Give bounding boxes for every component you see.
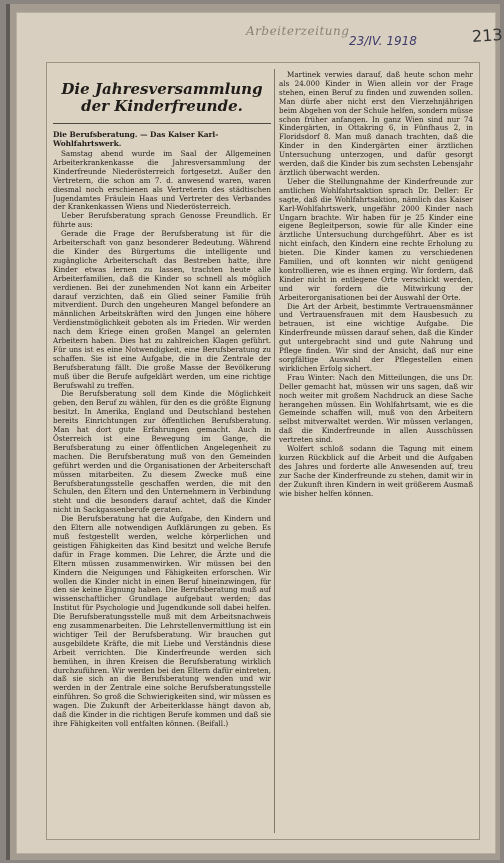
headline-line-2: der Kinderfreunde.	[81, 97, 243, 115]
headline-line-1: Die Jahresversammlung	[61, 80, 263, 98]
handwritten-date: 23/IV. 1918	[349, 34, 417, 48]
headline-rule	[53, 123, 271, 124]
article-subhead: Die Berufsberatung. — Das Kaiser Karl-Wohlfahrtswerk.	[53, 130, 219, 148]
archive-sheet	[16, 12, 504, 854]
paragraph: Wolfert schloß sodann die Tagung mit einem kurzen Rückblick auf die Arbeit und die Aufgaben des Jahres und forderte alle Anwesenden auf, treu zur Sache der Kinderfreunde zu stehen, damit wir in der Zukunft ihren Kindern in weit größerem Ausmaß wie bisher helfen können.	[279, 444, 473, 498]
paragraph: Martinek verwies darauf, daß heute schon mehr als 24.000 Kinder in Wien allein vor der Frage stehen, einen Beruf zu finden und zuwenden sollen. Man dürfe aber nicht erst den Vierzehnjährigen beim Abgehen von der Schule helfen, sondern müsse schon früher anfangen. In ganz Wien sind nur 74 Kindergärten, in Ottakring 6, in Fünfhaus 2, in Floridsdorf 8. Man muß danach trachten, daß die Kinder in den Kindergärten einer ärztlichen Untersuchung unterzogen, und dafür gesorgt werden, daß die Kinder bis zum sechsten Lebensjahr ärztlich überwacht werden.	[279, 71, 473, 177]
paragraph: Samstag abend wurde im Saal der Allgemeinen Arbeiterkrankenkasse die Jahresversammlung der Kinderfreunde Niederösterreich fortgesetzt. Außer den Vertretern, die schon am 7. d. anwesend waren, waren diesmal noch erschienen als Vertreterin des städtischen Jugendamtes Fräulein Haas und Vertreter des Verbandes der Krankenkassen Wiens und Niederösterreich.	[53, 149, 271, 212]
column-divider	[274, 69, 275, 833]
paragraph: Ueber die Stellungnahme der Kinderfreunde zur amtlichen Wohlfahrtsaktion sprach Dr. Deller: Er sagte, daß die Wohlfahrtsaktion, nämlich das Kaiser Karl-Wohlfahrtswerk, ungefähr 2000 Kinder nach Ungarn brachte. Wir haben für je 25 Kinder eine eigene Begleitperson, sowie für alle Kinder eine ärztliche Untersuchung durchgeführt. Aber es ist nicht einfach, den Kindern eine rechte Erholung zu bieten. Die Kinder kamen zu verschiedenen Familien, und oft konnten wir nicht genügend kontrollieren, wie es ihnen erging. Wir fordern, daß Kinder nicht in entlegene Orte verschickt werden, und wir fordern die Mitwirkung der Arbeiterorganisationen bei der Auswahl der Orte.	[279, 176, 473, 302]
paragraph: Ueber Berufsberatung sprach Genosse Freundlich. Er führte aus:	[53, 211, 271, 230]
right-column	[279, 71, 473, 831]
newspaper-clipping	[46, 62, 480, 840]
paragraph: Die Berufsberatung hat die Aufgabe, den Kindern und den Eltern alle notwendigen Aufklärungen zu geben. Es muß festgestellt werden, welche körperlichen und geistigen Fähigkeiten das Kind besitzt und welche Berufe dafür in Frage kommen. Die Lehrer, die Ärzte und die Eltern müssen zusammenwirken. Wir müssen bei den Kindern die Neigungen und Fähigkeiten erforschen. Wir wollen die Kinder nicht in einen Beruf hineinzwingen, für den sie keine Eignung haben. Die Berufsberatung muß auf wissenschaftlicher Grundlage aufgebaut werden; das Institut für Psychologie und Jugendkunde soll dabei helfen. Die Berufsberatungsstelle muß mit dem Arbeitsnachweis eng zusammenarbeiten. Die Lehrstellenvermittlung ist ein wichtiger Teil der Berufsberatung. Wir brauchen gut ausgebildete Kräfte, die mit Liebe und Verständnis diese Arbeit verrichten. Die Kinderfreunde werden sich bemühen, in ihren Kreisen die Berufsberatung wirklich durchzuführen. Wir werden bei den Eltern dafür eintreten, daß sie sich an die Berufsberatung wenden und wir werden in der Zentrale eine solche Berufsberatungsstelle einführen. So groß die Schwierigkeiten sind, wir müssen es wagen. Die Zukunft der Arbeiterklasse hängt davon ab, daß die Kinder in die richtigen Berufe kommen und daß sie ihre Fähigkeiten voll entfalten können. (Beifall.)	[53, 514, 271, 728]
paragraph: Die Art der Arbeit, bestimmte Vertrauensmänner und Vertrauensfrauen mit dem Hausbesuch zu betrauen, ist eine wichtige Aufgabe. Die Kinderfreunde müssen darauf sehen, daß die Kinder gut untergebracht sind und gute Nahrung und Pflege finden. Wir sind der Ansicht, daß nur eine sorgfältige Auswahl der Pflegestellen einen wirklichen Erfolg sichert.	[279, 301, 473, 373]
article-headline	[53, 81, 271, 115]
paragraph: Gerade die Frage der Berufsberatung ist für die Arbeiterschaft von ganz besonderer Bedeutung. Während die Kinder des Bürgertums die intelligente und zugängliche Arbeiterschaft das Bestreben hatte, ihre Kinder etwas lernen zu lassen, trachten heute alle Arbeiterfamilien, daß die Kinder so schnell als möglich verdienen. Bei der zunehmenden Not kann ein Arbeiter darauf verzichten, daß ein Glied seiner Familie früh mitverdient. Durch den ungeheuren Mangel befondere an männlichen Arbeitskräften wird den Jungen eine höhere Verdienstmöglichkeit geboten als im Frieden. Wir werden nach dem Kriege einen großen Mangel an gelernten Arbeitern haben. Dies hat zu zahlreichen Klagen geführt. Für uns ist es eine Notwendigkeit, eine Berufsberatung zu schaffen. Sie ist eine Aufgabe, die in die Zentrale der Berufsberatung fällt. Die große Masse der Bevölkerung muß über die Berufe aufgeklärt werden, um eine richtige Berufswahl zu treffen.	[53, 229, 271, 390]
left-column	[53, 71, 271, 831]
masthead: Arbeiterzeitung	[246, 24, 350, 38]
paragraph: Frau Winter: Nach den Mitteilungen, die uns Dr. Deller gemacht hat, müssen wir uns sagen, daß wir noch weiter mit großem Nachdruck an diese Sache herangehen müssen. Ein Wohlfahrtsamt, wie es die Gemeinde schaffen will, muß von den Arbeitern selbst mitverwaltet werden. Wir müssen verlangen, daß die Kinderfreunde in allen Ausschüssen vertreten sind.	[279, 372, 473, 445]
handwritten-page-number: 213	[471, 24, 504, 47]
paragraph: Die Berufsberatung soll dem Kinde die Möglichkeit geben, den Beruf zu wählen, für den es die größte Eignung besitzt. In Amerika, England und Deutschland bestehen bereits Einrichtungen zur öffentlichen Berufsberatung. Man hat dort gute Erfahrungen gemacht. Auch in Österreich ist eine Bewegung im Gange, die Berufsberatung zu einer öffentlichen Angelegenheit zu machen. Die Berufsberatung muß von den Gemeinden geführt werden und die Organisationen der Arbeiterschaft müssen mitarbeiten. Zu diesem Zwecke muß eine Berufsberatungsstelle geschaffen werden, die mit den Schulen, den Eltern und den Unternehmern in Verbindung steht und die besonders darauf achtet, daß die Kinder nicht in Sackgassenberufe geraten.	[53, 389, 271, 515]
